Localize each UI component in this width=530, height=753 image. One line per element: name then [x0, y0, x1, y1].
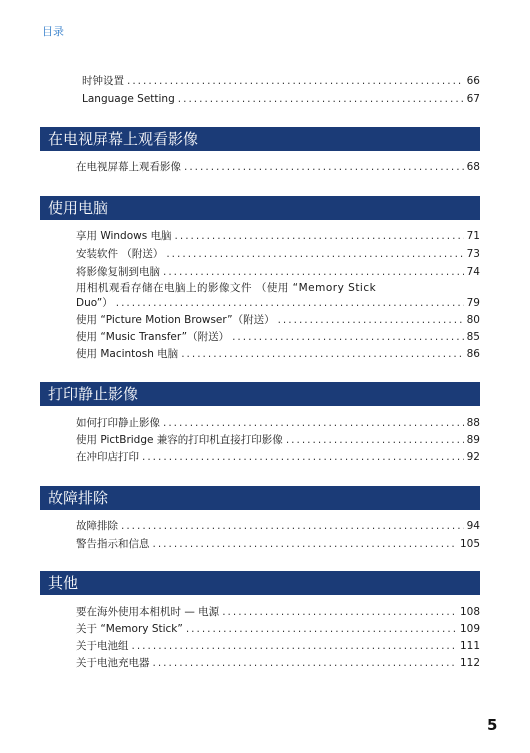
- toc-entry[interactable]: [76, 638, 480, 654]
- entry-page: 111: [459, 640, 480, 652]
- toc-entry[interactable]: [76, 655, 480, 671]
- toc-entry[interactable]: [76, 604, 480, 620]
- toc-entry[interactable]: [76, 228, 480, 244]
- leader-dots: [232, 329, 464, 345]
- leader-dots: [116, 296, 464, 311]
- toc-header-link[interactable]: 目录: [42, 25, 64, 38]
- entry-page: 68: [466, 161, 480, 173]
- entry-label: 安装软件 （附送）: [76, 248, 164, 260]
- toc-entry[interactable]: [76, 159, 480, 175]
- section-header-using-computer: 使用电脑: [40, 196, 480, 220]
- entry-page: 71: [466, 230, 480, 242]
- entry-page: 109: [459, 623, 480, 635]
- entry-page: 89: [466, 434, 480, 446]
- entry-page: 94: [466, 520, 480, 532]
- toc-entry-language-setting[interactable]: [82, 91, 480, 107]
- leader-dots: [186, 621, 457, 637]
- entry-label-line2: Duo”）: [76, 297, 113, 309]
- entry-label-line2-row: [76, 296, 480, 311]
- entry-label: 关于电池组: [76, 640, 129, 652]
- toc-entry-multiline[interactable]: [76, 281, 480, 311]
- section-header-printing: 打印静止影像: [40, 382, 480, 406]
- entry-label: 关于 “Memory Stick”: [76, 623, 183, 635]
- leader-dots: [286, 432, 464, 448]
- toc-entry[interactable]: [76, 449, 480, 465]
- entry-page: 79: [466, 297, 480, 309]
- entry-page: 80: [466, 314, 480, 326]
- entry-page: 85: [466, 331, 480, 343]
- entry-label: 使用 “Music Transfer”（附送）: [76, 331, 230, 343]
- leader-dots: [127, 73, 464, 89]
- section-header-others: 其他: [40, 571, 480, 595]
- entry-label: 将影像复制到电脑: [76, 266, 160, 278]
- entry-label: 使用 Macintosh 电脑: [76, 348, 179, 360]
- leader-dots: [178, 91, 464, 107]
- toc-entry[interactable]: [76, 329, 480, 345]
- leader-dots: [278, 312, 464, 328]
- entry-page: 74: [466, 266, 480, 278]
- leader-dots: [153, 655, 457, 671]
- toc-entry[interactable]: [76, 312, 480, 328]
- leader-dots: [181, 346, 463, 362]
- leader-dots: [132, 638, 457, 654]
- entry-page: 88: [466, 417, 480, 429]
- leader-dots: [184, 159, 464, 175]
- entry-page: 108: [459, 606, 480, 618]
- entry-page: 67: [466, 93, 480, 105]
- entry-page: 66: [466, 75, 480, 87]
- toc-entry[interactable]: [76, 246, 480, 262]
- entry-label: 要在海外使用本相机时 — 电源: [76, 606, 220, 618]
- toc-entry[interactable]: [76, 518, 480, 534]
- leader-dots: [153, 536, 457, 552]
- entry-label: 警告指示和信息: [76, 538, 150, 550]
- entry-label: 使用 “Picture Motion Browser”（附送）: [76, 314, 275, 326]
- entry-label: 关于电池充电器: [76, 657, 150, 669]
- entry-label: 在冲印店打印: [76, 451, 139, 463]
- toc-entry[interactable]: [76, 415, 480, 431]
- toc-entry[interactable]: [76, 264, 480, 280]
- entry-label: Language Setting: [82, 93, 175, 105]
- leader-dots: [166, 246, 463, 262]
- leader-dots: [163, 415, 464, 431]
- entry-page: 92: [466, 451, 480, 463]
- entry-label: 使用 PictBridge 兼容的打印机直接打印影像: [76, 434, 283, 446]
- page-number: 5: [487, 716, 498, 734]
- section-header-tv-viewing: 在电视屏幕上观看影像: [40, 127, 480, 151]
- entry-page: 86: [466, 348, 480, 360]
- toc-entry[interactable]: [76, 432, 480, 448]
- entry-label: 故障排除: [76, 520, 118, 532]
- leader-dots: [175, 228, 464, 244]
- entry-label: 享用 Windows 电脑: [76, 230, 172, 242]
- leader-dots: [163, 264, 464, 280]
- leader-dots: [142, 449, 464, 465]
- section-header-troubleshooting: 故障排除: [40, 486, 480, 510]
- leader-dots: [222, 604, 457, 620]
- entry-label: 时钟设置: [82, 75, 124, 87]
- toc-entry[interactable]: [76, 346, 480, 362]
- toc-entry[interactable]: [76, 536, 480, 552]
- entry-page: 105: [459, 538, 480, 550]
- entry-label: 如何打印静止影像: [76, 417, 160, 429]
- toc-entry-clock-setting[interactable]: [82, 73, 480, 89]
- entry-label: 在电视屏幕上观看影像: [76, 161, 181, 173]
- entry-page: 112: [459, 657, 480, 669]
- entry-page: 73: [466, 248, 480, 260]
- toc-entry[interactable]: [76, 621, 480, 637]
- leader-dots: [121, 518, 464, 534]
- entry-label-line1: 用相机观看存储在电脑上的影像文件 （使用 “Memory Stick: [76, 282, 377, 294]
